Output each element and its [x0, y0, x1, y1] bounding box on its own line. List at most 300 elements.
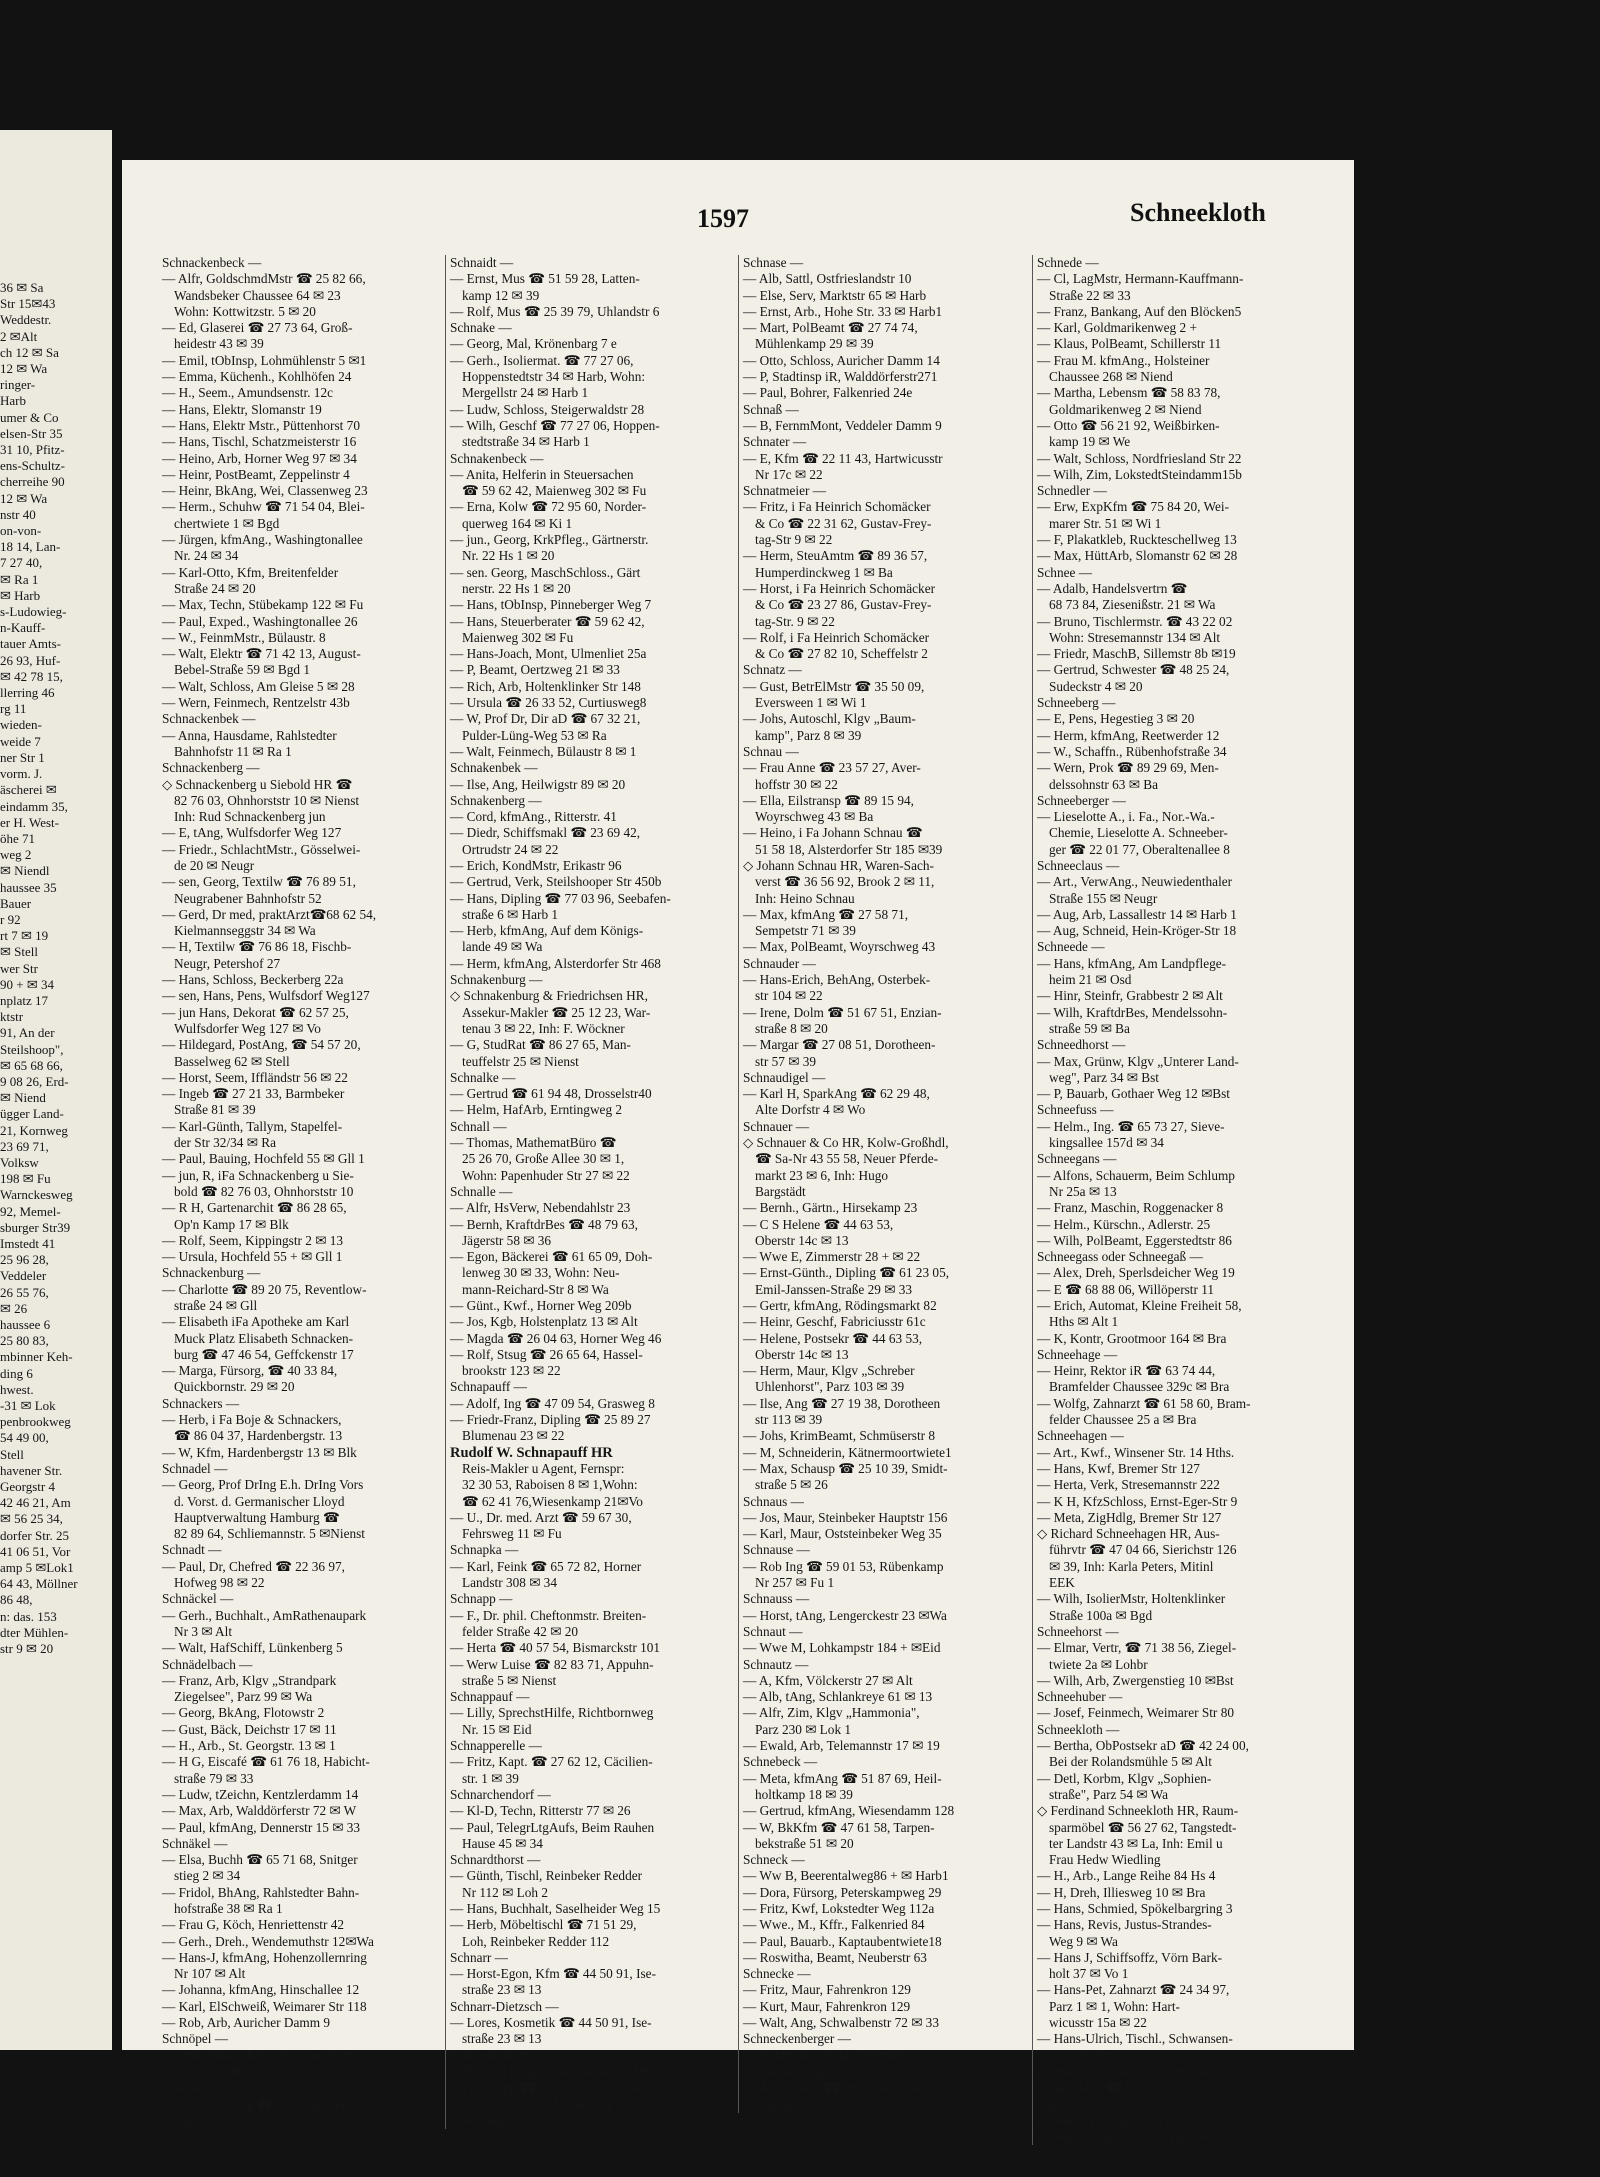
directory-entry: — Herta, Verk, Stresemannstr 222	[1037, 1477, 1220, 1493]
surname-heading: Schnadel —	[162, 1460, 228, 1476]
entry-continuation: marer Str. 51 ✉ Wi 1	[1049, 515, 1162, 531]
directory-entry: — Paul, Bohrer, Falkenried 24e	[743, 385, 913, 401]
directory-entry: — Max, Arb, Walddörferstr 72 ✉ W	[162, 1803, 357, 1819]
left-page-line: ✉ 26	[0, 1300, 28, 1316]
directory-entry: — Josef, Feinmech, Weimarer Str 80	[1037, 1705, 1234, 1721]
entry-continuation: Chemie, Lieselotte A. Schneeber-	[1049, 825, 1228, 841]
surname-heading: Schnappauf —	[450, 1689, 530, 1705]
directory-entry: — Karl-Otto, Kfm, Breitenfelder	[162, 564, 339, 580]
left-page-line: ✉ Stell	[0, 944, 38, 960]
surname-heading: Schnapperelle —	[450, 1738, 542, 1754]
directory-entry: ◇ Richard Schneehagen HR, Aus-	[1037, 1526, 1220, 1542]
surname-heading: Schnäkel —	[162, 1835, 228, 1851]
surname-heading: Schnadt —	[162, 1542, 222, 1558]
left-page-line: Str 15✉43	[0, 296, 56, 312]
entry-continuation: straße 5 ✉ Nienst	[462, 1672, 557, 1688]
entry-continuation: straße 24 ✉ Gll	[174, 1298, 258, 1313]
left-page-line: ✉ 65 68 66,	[0, 1057, 63, 1073]
directory-entry: — Jos, Kgb, Holstenplatz 13 ✉ Alt	[450, 1314, 638, 1330]
directory-entry: — Gertrud, Verk, Steilshooper Str 450b	[450, 874, 662, 890]
entry-continuation: Straße 100a ✉ Bgd	[1049, 1607, 1153, 1623]
left-page-line: 25 96 28,	[0, 1252, 49, 1268]
entry-continuation: Humperdinckweg 1 ✉ Ba	[755, 564, 893, 580]
entry-continuation: Inh: Heino Schnau	[755, 890, 855, 906]
entry-continuation: Emil-Janssen-Straße 29 ✉ 33	[755, 1281, 913, 1297]
directory-entry: — Hans-Ulrich, Tischl., Schwansen-	[1037, 2031, 1233, 2047]
directory-entry: — Karl, Feink ☎ 65 72 82, Horner	[450, 1558, 642, 1574]
entry-continuation: lande 49 ✉ Wa	[462, 939, 543, 955]
directory-entry: — Alfr, HsVerw, Nebendahlstr 23	[450, 1200, 631, 1216]
left-page-line: äscherei ✉	[0, 782, 57, 798]
directory-entry: — Rolf, Stsug ☎ 26 65 64, Hassel-	[450, 1346, 643, 1362]
directory-entry: ◇ Schnackenberg u Siebold HR ☎	[162, 776, 353, 792]
entry-continuation: Sudeckstr 4 ✉ 20	[1049, 678, 1143, 694]
directory-entry: — P, Bauarb, Gothaer Weg 12 ✉Bst	[1037, 1086, 1231, 1102]
surname-heading: Schnause —	[743, 1542, 810, 1558]
left-page-line: öhe 71	[0, 830, 36, 846]
entry-continuation: Hofweg 98 ✉ 22	[174, 1575, 265, 1591]
left-page-line: ✉ Harb	[0, 587, 41, 603]
entry-continuation: str 57 ✉ 39	[755, 1053, 817, 1069]
directory-entry: — H., Arb., St. Georgstr. 13 ✉ 1	[162, 1738, 336, 1754]
directory-entry: — Ernst, Arb., Hohe Str. 33 ✉ Harb1	[743, 303, 943, 319]
left-page-line: sburger Str39	[0, 1219, 71, 1235]
directory-entry: — Walt, Ang, Schwalbenstr 72 ✉ 33	[743, 2015, 939, 2031]
directory-column-2	[445, 255, 728, 2129]
directory-entry: — Wwe E, Zimmerstr 28 + ✉ 22	[743, 1249, 921, 1265]
entry-continuation: Barkholt 37	[1049, 2096, 1113, 2112]
entry-continuation: Wulfsdorfer Weg 127 ✉ Vo	[174, 1020, 321, 1036]
directory-entry: — Max, Schausp ☎ 25 10 39, Smidt-	[743, 1460, 948, 1476]
entry-continuation: EEK	[1049, 1575, 1075, 1591]
left-page-line: Weddestr.	[0, 312, 52, 328]
directory-entry: — F, Plakatkleb, Ruckteschellweg 13	[1037, 532, 1237, 548]
entry-continuation: Alte Dorfstr 4 ✉ Wo	[755, 1102, 866, 1118]
entry-continuation: & Co ☎ 27 82 10, Scheffelstr 2	[755, 646, 928, 662]
entry-continuation: straße 23 ✉ 13	[462, 1982, 542, 1998]
left-page-line: nstr 40	[0, 506, 36, 522]
directory-entry: — Magda ☎ 26 04 63, Horner Weg 46	[450, 1330, 662, 1346]
left-page-line: amp 5 ✉Lok1	[0, 1560, 74, 1576]
directory-entry: — Jobs, kfmAng ☎ 45 07 42, Haller-	[162, 2096, 368, 2112]
directory-entry: — Meta, ZigHdlg, Bremer Str 127	[1037, 1509, 1222, 1525]
left-page-line: llerring 46	[0, 685, 55, 701]
directory-entry: — Karl, ElSchweiß, Weimarer Str 118	[162, 1998, 367, 2014]
entry-continuation: verst ☎ 36 56 92, Brook 2 ✉ 11,	[755, 874, 935, 890]
entry-continuation: 25 26 70, Große Allee 30 ✉ 1,	[462, 1151, 625, 1167]
surname-heading: Schneehage —	[1037, 1346, 1118, 1362]
surname-heading: Schnaible —	[162, 2080, 232, 2096]
directory-entry: — Hans-J, kfmAng, Hohenzollernring	[162, 1949, 367, 1965]
surname-heading: Schneeclaus —	[1037, 857, 1120, 873]
directory-entry: — Anita, Helferin in Steuersachen	[450, 466, 634, 482]
directory-entry: — B, FernmMont, Veddeler Damm 9	[743, 417, 942, 433]
left-page-line: ding 6	[0, 1365, 33, 1381]
directory-entry: — Else, Serv, Marktstr 65 ✉ Harb	[743, 287, 927, 303]
directory-entry: — Gerd, Dr med, praktArzt☎68 62 54,	[162, 906, 377, 922]
directory-entry: — Paul, Dr, Chefred ☎ 22 36 97,	[162, 1558, 345, 1574]
entry-continuation: 32 30 53, Raboisen 8 ✉ 1,Wohn:	[462, 1477, 638, 1493]
directory-entry: — Johs, KrimBeamt, Schmüserstr 8	[743, 1428, 936, 1444]
directory-entry: — Roswitha, Beamt, Neuberstr 63	[743, 1949, 927, 1965]
directory-entry: — Heinr, Geschf, Fabriciusstr 61c	[743, 1314, 926, 1330]
surname-heading: Schnarr-Dietzsch —	[450, 1998, 559, 2014]
directory-entry: — E, Kfm ☎ 22 11 43, Hartwicusstr	[743, 450, 943, 466]
directory-entry: — sen, Hans, Pens, Wulfsdorf Weg127	[162, 988, 370, 1004]
directory-entry: — Gust, Bäck, Deichstr 17 ✉ 11	[162, 1721, 337, 1737]
entry-continuation: Maienweg 302 ✉ Fu	[462, 629, 574, 645]
entry-continuation: Hths ✉ Alt 1	[1049, 1314, 1119, 1330]
directory-entry: — Helm, HafArb, Erntingweg 2	[450, 1102, 623, 1118]
directory-entry: — Alb, Sattl, Ostfrieslandstr 10	[743, 271, 912, 287]
directory-entry: — Kl-D, Techn, Ritterstr 77 ✉ 26	[450, 1803, 631, 1819]
directory-entry: — Alfr, GoldschmdMstr ☎ 25 82 66,	[162, 271, 366, 287]
surname-heading: Schnake —	[450, 320, 512, 336]
left-page-line: nplatz 17	[0, 992, 49, 1008]
entry-continuation: straße 3b ✉ 13	[174, 2112, 254, 2128]
directory-entry: — Wern, Prok ☎ 89 29 69, Men-	[1037, 760, 1219, 776]
left-page-line: 64 43, Möllner	[0, 1576, 78, 1592]
surname-heading: Schnauss —	[743, 1591, 810, 1607]
directory-entry: — Erich, Automat, Kleine Freiheit 58,	[1037, 1298, 1242, 1313]
directory-entry: — E ☎ 68 88 06, Willöperstr 11	[1037, 1281, 1215, 1297]
directory-entry: — A, Kfm, Völckerstr 27 ✉ Alt	[743, 1672, 913, 1688]
surname-heading: Schneehagen —	[1037, 1428, 1124, 1444]
surname-heading: Schnapauff —	[450, 1379, 527, 1395]
entry-continuation: kamp", Parz 8 ✉ 39	[755, 727, 862, 743]
directory-entry: — Fritz, Kapt. ☎ 27 62 12, Cäcilien-	[450, 1754, 653, 1770]
entry-continuation: ✉ 39, Inh: Karla Peters, Mitinl	[1049, 1558, 1214, 1574]
directory-entry: — Wern, Feinmech, Rentzelstr 43b	[162, 695, 350, 711]
directory-entry: — Wwe M, Lohkampstr 184 + ✉Eid	[743, 1640, 941, 1656]
entry-continuation: 82 89 64, Schliemannstr. 5 ✉Nienst	[174, 1526, 366, 1542]
directory-entry: — Hans-Erich, BehAng, Osterbek-	[743, 972, 931, 988]
entry-continuation: lenweg 30 ✉ 33, Wohn: Neu-	[462, 1265, 620, 1281]
directory-entry: — Herm, kfmAng, Alsterdorfer Str 468	[450, 955, 661, 971]
entry-continuation: Fisch-Imp ☎ 31 63 80, Gr Elbstr	[462, 2080, 643, 2096]
directory-entry: — Ww B, Beerentalweg86 + ✉ Harb1	[743, 1868, 949, 1884]
directory-entry: — Herb, Möbeltischl ☎ 71 51 29,	[450, 1917, 637, 1933]
entry-continuation: Parz 1 ✉ 1, Wohn: Hart-	[1049, 1998, 1180, 2014]
entry-continuation: 51 58 18, Alsterdorfer Str 185 ✉39	[755, 841, 943, 857]
entry-continuation: d. Vorst. d. Germanischer Lloyd	[174, 1493, 345, 1509]
entry-continuation: Hause 45 ✉ 34	[462, 1835, 543, 1851]
directory-entry: — Jos, Maur, Steinbeker Hauptstr 156	[743, 1509, 948, 1525]
left-page-line: ügger Land-	[0, 1106, 64, 1122]
entry-continuation: brookstr 123 ✉ 22	[462, 1363, 561, 1379]
entry-continuation: weg", Parz 34 ✉ Bst	[1049, 1069, 1160, 1085]
directory-entry: — Max, HüttArb, Slomanstr 62 ✉ 28	[1037, 548, 1238, 564]
entry-continuation: Reis-Makler u Agent, Fernspr:	[462, 1460, 625, 1476]
entry-continuation: de 20 ✉ Neugr	[174, 857, 255, 873]
left-page-line: 26 55 76,	[0, 1284, 49, 1300]
directory-entry: — Irene, Dolm ☎ 51 67 51, Enzian-	[743, 1004, 942, 1020]
entry-continuation: Bargstädt	[755, 1183, 806, 1199]
surname-heading: Schneckenberger —	[743, 2031, 851, 2047]
directory-entry: — H., Arb., Lange Reihe 84 Hs 4	[1037, 1868, 1216, 1884]
entry-continuation: Parz 69 ✉ Bra	[174, 2063, 252, 2079]
directory-entry: — Johs, Autoschl, Klgv „Baum-	[743, 711, 916, 727]
directory-entry: — H, Textilw ☎ 76 86 18, Fischb-	[162, 939, 352, 955]
left-page-line: Volksw	[0, 1154, 39, 1170]
surname-heading: Schnaidt —	[450, 255, 514, 270]
entry-continuation: Straße 22 ✉ 33	[1049, 287, 1131, 303]
entry-continuation: Hauptverwaltung Hamburg ☎	[174, 1509, 340, 1525]
directory-entry: ◇ Richard Eugen Schnartendorff HR,	[450, 2063, 651, 2079]
directory-entry: — Anna, Hausdame, Rahlstedter	[162, 727, 337, 743]
directory-entry: — jun, R, iFa Schnackenberg u Sie-	[162, 1167, 354, 1183]
directory-entry: — Heinr, BkAng, Wei, Classenweg 23	[162, 483, 368, 499]
entry-continuation: Bahnhofstr 11 ✉ Ra 1	[174, 743, 292, 759]
left-page-line: ✉ 42 78 15,	[0, 668, 63, 684]
entry-continuation: heidestr 43 ✉ 39	[174, 336, 264, 352]
directory-entry: ◇ Ferdinand Schneekloth HR, Raum-	[1037, 1803, 1239, 1819]
directory-entry: — Hans, Elektr Mstr., Püttenhorst 70	[162, 417, 360, 433]
entry-continuation: Uhlenhorst", Parz 103 ✉ 39	[755, 1379, 905, 1395]
directory-entry: — E, Pens, Hegestieg 3 ✉ 20	[1037, 711, 1195, 727]
surname-heading: Schnarchendorf —	[450, 1786, 551, 1802]
entry-continuation: straße 5 ✉ 26	[755, 1477, 828, 1493]
directory-entry: — Walt, Schloss, Nordfriesland Str 22	[1037, 450, 1242, 466]
directory-entry: — Walt, Feinmech, Bülaustr 8 ✉ 1	[450, 743, 637, 759]
entry-continuation: Muck Platz Elisabeth Schnacken-	[174, 1330, 354, 1346]
entry-continuation: Landstr 308 ✉ 34	[462, 1575, 557, 1591]
directory-entry: — P, Beamt, Oertzweg 21 ✉ 33	[450, 662, 620, 678]
entry-continuation: straße 8 ✉ 20	[755, 1020, 828, 1036]
directory-entry: — sen, Georg, Textilw ☎ 76 89 51,	[162, 874, 356, 890]
left-page-line: rg 11	[0, 701, 27, 717]
directory-entry: — Wilh, PolBeamt, Eggerstedtstr 86	[1037, 1232, 1232, 1248]
surname-heading: Schnase —	[743, 255, 804, 270]
surname-heading: Schnautz —	[743, 1656, 809, 1672]
directory-entry: — Helene, Postsekr ☎ 44 63 53,	[743, 1330, 923, 1346]
entry-continuation: chertwiete 1 ✉ Bgd	[174, 515, 280, 531]
directory-entry: — Horst, tAng, Lengerckestr 23 ✉Wa	[743, 1607, 947, 1623]
surname-heading: Schnackenburg —	[162, 1265, 261, 1281]
directory-entry: — jun., Georg, KrkPfleg., Gärtnerstr.	[450, 532, 649, 548]
directory-entry: — Wilh, KraftdrBes, Mendelssohn-	[1037, 1004, 1228, 1020]
left-page-line: ringer-	[0, 377, 36, 393]
directory-entry: — H., Seem., Amundsenstr. 12c	[162, 385, 334, 401]
surname-heading: Schnarr —	[450, 1949, 508, 1965]
directory-entry: — Werw Luise ☎ 82 83 71, Appuhn-	[450, 1656, 654, 1672]
left-page-line: 21, Kornweg	[0, 1122, 68, 1138]
entry-continuation: straße 79 ✉ 33	[174, 1770, 254, 1786]
left-page-line: r 92	[0, 911, 21, 927]
directory-entry: — Otto, Schloss, Auricher Damm 14	[743, 352, 940, 368]
directory-entry: — Hans J, Schiffsoffz, Vörn Bark-	[1037, 1949, 1223, 1965]
surname-heading: Schneeberger —	[1037, 792, 1126, 808]
directory-entry: — Franz, Arb, Klgv „Strandpark	[162, 1672, 337, 1688]
surname-heading: Schnädelbach —	[162, 1656, 253, 1672]
entry-continuation: Nr 112 ✉ Loh 2	[462, 1884, 548, 1900]
directory-entry: — Paul, Exped., Washingtonallee 26	[162, 613, 358, 629]
directory-entry: — Marga, Fürsorg, ☎ 40 33 84,	[162, 1363, 338, 1379]
entry-continuation: der Str 32/34 ✉ Ra	[174, 1135, 276, 1151]
left-page-line: s-Ludowieg-	[0, 604, 67, 620]
directory-entry: — Rich, Arb, Holtenklinker Str 148	[450, 678, 641, 694]
directory-entry: — Detl, Korbm, Klgv „Sophien-	[1037, 1770, 1212, 1786]
directory-entry: — Bernh., Gärtn., Hirsekamp 23	[743, 1200, 918, 1216]
entry-continuation: Assekur-Makler ☎ 25 12 23, War-	[462, 1004, 651, 1020]
surname-heading: Schnatz —	[743, 662, 802, 678]
surname-heading: Schnee —	[1037, 564, 1093, 580]
entry-continuation: str. 1 ✉ 43	[1049, 2047, 1106, 2063]
directory-entry: — Wilh, Zim, LokstedtSteindamm15b	[1037, 466, 1242, 482]
left-page-line: ktstr	[0, 1009, 24, 1025]
directory-entry: — U., Dr. med. Arzt ☎ 59 67 30,	[450, 1509, 632, 1525]
entry-continuation: kamp 12 ✉ 39	[462, 287, 540, 303]
entry-continuation: Nr 257 ✉ Fu 1	[755, 1575, 835, 1591]
directory-entry: — Art., Kwf., Winsener Str. 14 Hths.	[1037, 1444, 1235, 1460]
directory-entry: — Alb, tAng, Schlankreye 61 ✉ 13	[743, 1689, 933, 1705]
directory-entry: — R H, Gartenarchit ☎ 86 28 65,	[162, 1200, 347, 1216]
directory-entry: — Gerh., Buchhalt., AmRathenaupark	[162, 1607, 367, 1623]
directory-entry: — Walt, HafSchiff, Lünkenberg 5	[162, 1640, 343, 1656]
entry-continuation: straße 6 ✉ Harb 1	[462, 906, 559, 922]
directory-entry: — Friedr., SchlachtMstr., Gösselwei-	[162, 841, 361, 857]
directory-entry: — Kurt, Maur, Fahrenkron 129	[743, 1998, 911, 2014]
surname-heading: Schnalle —	[450, 1183, 513, 1199]
surname-heading: Schnaudigel —	[743, 1069, 826, 1085]
surname-heading: Schnedler —	[1037, 483, 1107, 499]
entry-continuation: str 104 ✉ 22	[755, 988, 823, 1004]
left-page-line: havener Str.	[0, 1462, 63, 1478]
entry-continuation: teuffelstr 25 ✉ Nienst	[462, 1053, 579, 1069]
directory-entry: — Max, PolBeamt, Woyrschweg 43	[743, 939, 936, 955]
directory-entry: — Herta ☎ 40 57 54, Bismarckstr 101	[450, 1640, 661, 1656]
directory-entry: — Gerh., Isoliermat. ☎ 77 27 06,	[450, 352, 634, 368]
entry-continuation: Hoppenstedtstr 34 ✉ Harb, Wohn:	[462, 369, 646, 385]
left-page-line: mbinner Keh-	[0, 1349, 73, 1365]
surname-heading: Schnauder —	[743, 955, 816, 971]
directory-entry: — Margar ☎ 27 08 51, Dorotheen-	[743, 1037, 936, 1053]
directory-entry: — Adolf, Ing ☎ 47 09 54, Grasweg 8	[450, 1395, 655, 1411]
directory-entry: — Gertr, kfmAng, Rödingsmarkt 82	[743, 1298, 937, 1313]
entry-continuation: ☎ 59 62 42, Maienweg 302 ✉ Fu	[462, 483, 647, 499]
entry-continuation: felder Straße 42 ✉ 20	[462, 1623, 579, 1639]
surname-heading: Schnaus —	[743, 1493, 804, 1509]
left-page-line: 18 14, Lan-	[0, 539, 61, 555]
left-page-line: Bauer	[0, 895, 32, 911]
directory-entry: — Horst-Egon, Kfm ☎ 44 50 91, Ise-	[450, 1966, 657, 1982]
entry-continuation: Parz 230 ✉ Lok 1	[755, 1721, 852, 1737]
left-page-line: haussee 35	[0, 879, 57, 895]
directory-entry: — Charlotte ☎ 89 20 75, Reventlow-	[162, 1281, 367, 1297]
directory-entry: — Georg, Prof DrIng E.h. DrIng Vors	[162, 1477, 364, 1493]
directory-entry: — K, Kontr, Grootmoor 164 ✉ Bra	[1037, 1330, 1227, 1346]
directory-entry: — Alex, Dreh, Sperlsdeicher Weg 19	[1037, 1265, 1235, 1281]
entry-continuation: ☎ 86 04 37, Hardenbergstr. 13	[174, 1428, 343, 1444]
directory-entry: — Gertrud, Schwester ☎ 48 25 24,	[1037, 662, 1230, 678]
directory-entry: — Ernst, Mus ☎ 51 59 28, Latten-	[450, 271, 640, 287]
entry-continuation: 82 76 03, Ohnhorststr 10 ✉ Nienst	[174, 792, 360, 808]
directory-entry: — Paul, Bauing, Hochfeld 55 ✉ Gll 1	[162, 1151, 365, 1167]
entry-continuation: Mergellstr 24 ✉ Harb 1	[462, 385, 589, 401]
left-page-line: 41 06 51, Vor	[0, 1543, 71, 1559]
directory-entry: — Herb, kfmAng, Auf dem Königs-	[450, 923, 644, 939]
left-page-line: cherreihe 90	[0, 474, 65, 490]
entry-continuation: Wohn: Kottwitzstr. 5 ✉ 20	[174, 303, 316, 319]
left-page-fragment	[0, 130, 112, 2050]
directory-entry: — Lilly, SprechstHilfe, Richtbornweg	[450, 1705, 654, 1721]
directory-entry: — Karl H, SparkAng ☎ 62 29 48,	[743, 1086, 930, 1102]
left-page-line: 91, An der	[0, 1025, 55, 1041]
entry-continuation: kamp 19 ✉ We	[1049, 434, 1131, 450]
directory-entry: — Klaus, PolBeamt, Schillerstr 11	[1037, 336, 1222, 352]
left-page-line: umer & Co	[0, 409, 59, 425]
entry-continuation: straße 59 ✉ Ba	[1049, 1020, 1130, 1036]
directory-entry: — Herm, Maur, Klgv „Schreber	[743, 1363, 915, 1379]
entry-continuation: nerstr. 22 Hs 1 ✉ 20	[462, 580, 571, 596]
entry-continuation: Bramfelder Chaussee 329c ✉ Bra	[1049, 1379, 1230, 1395]
surname-heading: Schnaß —	[743, 401, 799, 417]
entry-continuation: holt 37 ✉ Vo 1	[1049, 1966, 1129, 1982]
entry-continuation: Bei der Rolandsmühle 5 ✉ Alt	[1049, 1754, 1212, 1770]
surname-heading: Schnackenberg —	[162, 760, 260, 776]
left-page-line: ✉ 56 25 34,	[0, 1511, 63, 1527]
entry-continuation: querweg 164 ✉ Ki 1	[462, 515, 573, 531]
surname-heading: Schnäckel —	[162, 1591, 234, 1607]
entry-continuation: Nr. 6 ✉ Alt, Inh: Marie W. F.	[462, 2096, 617, 2112]
directory-entry: — Hans, Buchhalt, Saselheider Weg 15	[450, 1900, 661, 1916]
directory-entry: — Günt., Kwf., Horner Weg 209b	[450, 1298, 632, 1313]
directory-entry: — H, Dreh, Illiesweg 10 ✉ Bra	[1037, 1884, 1206, 1900]
directory-entry: — Walt, Elektr ☎ 71 42 13, August-	[162, 646, 361, 662]
entry-continuation: Straße 24 ✉ 20	[174, 580, 256, 596]
left-page-line: n: das. 153	[0, 1608, 57, 1624]
directory-entry: — Günth, Tischl, Reinbeker Redder	[450, 1868, 643, 1884]
surname-heading: Schnapp —	[450, 1591, 513, 1607]
left-page-line: rt 7 ✉ 19	[0, 928, 49, 944]
entry-continuation: Straße 81 ✉ 39	[174, 1102, 256, 1118]
surname-heading: Schnackenbeck —	[162, 255, 262, 270]
left-page-line: 9 08 26, Erd-	[0, 1073, 69, 1089]
directory-page	[122, 160, 1354, 2145]
left-page-line: eindamm 35,	[0, 798, 68, 814]
directory-entry: — Johanna, kfmAng, Hinschallee 12	[162, 1982, 360, 1998]
left-page-line: ✉ Ra 1	[0, 571, 39, 587]
directory-entry: — Aug, Schneid, Hein-Kröger-Str 18	[1037, 923, 1237, 939]
entry-continuation: Ziegelsee", Parz 99 ✉ Wa	[174, 1689, 313, 1705]
directory-entry: — Gertrud, kfmAng, Wiesendamm 128	[743, 1803, 955, 1819]
directory-entry: — W, BkKfm ☎ 47 61 58, Tarpen-	[743, 1819, 935, 1835]
directory-entry: — Georg, Mal, Krönenbarg 7 e	[450, 336, 617, 352]
directory-entry: — Ursula, Hochfeld 55 + ✉ Gll 1	[162, 1249, 343, 1265]
entry-continuation: stedtstraße 34 ✉ Harb 1	[462, 434, 590, 450]
entry-continuation: Nr 3 ✉ Alt	[174, 1623, 233, 1639]
surname-heading: Schnapka —	[450, 1542, 519, 1558]
entry-continuation: hoffstr 30 ✉ 22	[755, 776, 838, 792]
entry-continuation: Wilberg	[462, 2112, 505, 2128]
directory-entry: — Egon, Bäckerei ☎ 61 65 09, Doh-	[450, 1249, 653, 1265]
directory-entry: — Franz, Maschin, Roggenacker 8	[1037, 1200, 1224, 1216]
directory-entry: — Hans, Elektr, Slomanstr 19	[162, 401, 322, 417]
directory-entry: — Lieselotte A., i. Fa., Nor.-Wa.-	[1037, 809, 1215, 825]
directory-entry: — M, Schneiderin, Kätnermoortwiete1	[743, 1444, 952, 1460]
directory-entry: — Hans, Steuerberater ☎ 59 62 42,	[450, 613, 645, 629]
directory-entry: — Alb, Spiellt ☎ 89 12 64, Osdorfer	[743, 2080, 944, 2096]
surname-heading: Schnartendorff —	[450, 2047, 547, 2063]
entry-continuation: Nr 25a ✉ 13	[1049, 1183, 1117, 1199]
directory-entry: — Ingeb ☎ 27 21 33, Barmbeker	[162, 1086, 345, 1102]
directory-entry: — Hans-Pet, Zahnarzt ☎ 24 34 97,	[1037, 1982, 1230, 1998]
entry-continuation: kingsallee 157d ✉ 34	[1049, 1135, 1164, 1151]
directory-entry: — Mart, PolBeamt ☎ 27 74 74,	[743, 320, 918, 336]
left-page-line: Imstedt 41	[0, 1235, 56, 1251]
directory-column-4	[1032, 255, 1315, 2145]
directory-column-3	[738, 255, 1021, 2113]
